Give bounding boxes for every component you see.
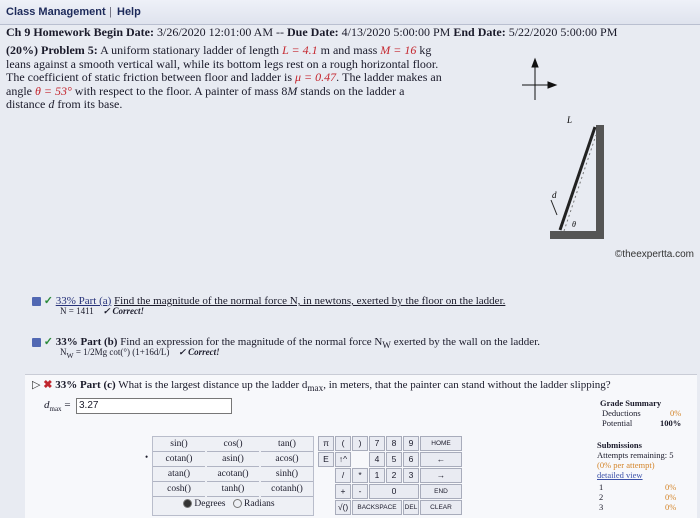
ladder-diagram (520, 55, 620, 245)
part-b-answer (60, 347, 220, 360)
detailed-view-link[interactable]: detailed view (597, 470, 643, 480)
acos-button[interactable]: acos() (261, 452, 313, 467)
date-dash: -- (276, 25, 285, 39)
copyright-credit: ©theexpertta.com (614, 249, 694, 260)
floor (550, 231, 604, 239)
key-7[interactable]: 7 (369, 436, 385, 451)
degrees-radio[interactable] (183, 499, 192, 508)
L-label: L (567, 115, 573, 125)
class-management-menu[interactable]: Class Management (6, 6, 106, 18)
cos-button[interactable]: cos() (207, 437, 259, 452)
right-paren-key[interactable]: ) (352, 436, 368, 451)
plus-key[interactable]: + (335, 484, 351, 499)
deductions-value: 0% (670, 408, 682, 418)
problem-header: (20%) Problem 5: (6, 43, 98, 57)
part-b-question: Find an expression for the magnitude of the normal force $N_W$ exerted by the wall on the ladder. (120, 336, 540, 351)
pi-key[interactable]: π (318, 436, 334, 451)
check-icon: ✓ (43, 295, 53, 307)
part-hint-icon[interactable] (32, 338, 41, 347)
acotan-button[interactable]: acotan() (207, 467, 259, 482)
part-c-question: What is the largest distance up the ladder $d_{max}$, in meters, that the painter can stand without the ladder slipping? (118, 379, 611, 394)
problem-text: d (48, 97, 55, 111)
end-label: End Date: (453, 25, 506, 39)
power-key[interactable]: ↑^ (335, 452, 351, 467)
left-paren-key[interactable]: ( (335, 436, 351, 451)
radians-radio[interactable] (233, 499, 242, 508)
key-4[interactable]: 4 (369, 452, 385, 467)
end-key[interactable]: END (420, 484, 462, 499)
per-attempt: (0% per attempt) (597, 460, 655, 470)
problem-text: with respect to the floor. A painter of mass 8 (71, 83, 288, 98)
begin-date: 3/26/2020 12:01:00 AM (157, 25, 274, 39)
problem-text: . The ladder makes an angle (6, 70, 442, 98)
part-a-status: ✓ Correct! (102, 306, 145, 316)
menu-separator: | (109, 6, 112, 18)
homework-title: Ch 9 Homework (6, 25, 91, 39)
part-c-header[interactable] (32, 378, 611, 393)
minus-key[interactable]: - (352, 484, 368, 499)
problem-statement (6, 44, 446, 112)
mu-value: μ = 0.47 (295, 70, 337, 84)
e-key[interactable]: E (318, 452, 334, 467)
radians-label: Radians (244, 499, 275, 509)
multiply-key[interactable]: * (352, 468, 368, 483)
key-2[interactable]: 2 (386, 468, 402, 483)
part-a-answer-value: N = 1411 (60, 306, 94, 316)
cotan-button[interactable]: cotan() (153, 452, 205, 467)
expand-arrow-icon[interactable]: ▷ (32, 379, 41, 391)
atan-button[interactable]: atan() (153, 467, 205, 482)
problem-text: A uniform stationary ladder of length (97, 43, 283, 57)
deductions-label: Deductions (602, 408, 641, 418)
ladder (560, 127, 596, 231)
keypad (318, 436, 466, 514)
tan-button[interactable]: tan() (261, 437, 313, 452)
cosh-button[interactable]: cosh() (153, 482, 205, 497)
cursor-left-key[interactable]: ← (420, 452, 462, 467)
attempts-remaining: Attempts remaining: 5 (597, 450, 674, 460)
axes-icon (522, 59, 556, 100)
part-b-status: ✓ Correct! (178, 347, 220, 357)
submissions-box (597, 440, 697, 512)
end-date: 5/22/2020 5:00:00 PM (508, 25, 618, 39)
sqrt-key[interactable]: √() (335, 500, 351, 515)
part-a-answer (60, 306, 144, 317)
top-menu-bar (0, 0, 700, 25)
submission-row: 3 0% (599, 502, 677, 512)
d-marker (551, 200, 557, 215)
function-panel (152, 436, 314, 516)
key-0[interactable]: 0 (369, 484, 419, 499)
key-6[interactable]: 6 (403, 452, 419, 467)
help-menu[interactable]: Help (117, 6, 141, 18)
part-b-percent[interactable]: 33% Part (b) (55, 336, 118, 348)
grade-summary-title: Grade Summary (600, 398, 662, 408)
dmax-input[interactable]: 3.27 (76, 398, 232, 414)
key-5[interactable]: 5 (386, 452, 402, 467)
submissions-title: Submissions (597, 440, 642, 450)
clear-key[interactable]: CLEAR (420, 500, 462, 515)
problem-text: M (287, 83, 298, 98)
part-a-question[interactable]: Find the magnitude of the normal force N, in newtons, exerted by the floor on the ladder. (114, 295, 506, 307)
key-3[interactable]: 3 (403, 468, 419, 483)
key-1[interactable]: 1 (369, 468, 385, 483)
key-8[interactable]: 8 (386, 436, 402, 451)
check-icon: ✓ (43, 336, 53, 348)
submission-row: 1 0% (599, 482, 677, 492)
homework-header (6, 25, 696, 40)
problem-text: m and mass (317, 43, 381, 57)
sinh-button[interactable]: sinh() (261, 467, 313, 482)
mass-value: M = 16 (380, 43, 417, 57)
problem-text: stands on the ladder a distance (6, 83, 405, 111)
degrees-label: Degrees (194, 499, 226, 509)
potential-label: Potential (602, 418, 633, 428)
theta-label: θ (572, 220, 576, 229)
d-label: d (552, 190, 557, 200)
part-hint-icon[interactable] (32, 297, 41, 306)
tanh-button[interactable]: tanh() (207, 482, 259, 497)
problem-text: from its base. (54, 97, 123, 111)
part-a-percent[interactable]: 33% Part (a) (55, 295, 112, 307)
submission-row: 2 0% (599, 492, 677, 502)
backspace-key[interactable]: BACKSPACE (352, 500, 402, 515)
wall (596, 125, 604, 237)
grade-summary (600, 398, 690, 428)
home-key[interactable]: HOME (420, 436, 462, 451)
dmax-label: $d_{max}$ = (44, 399, 71, 414)
row-marker: • (145, 452, 149, 462)
problem-text: kg leans against a smooth vertical wall, while its bottom legs rest on a rough horizontal floor. The coefficient of static friction between floor and ladder is (6, 43, 439, 84)
due-label: Due Date: (287, 25, 339, 39)
angle-mode (183, 499, 275, 509)
cotanh-button[interactable]: cotanh() (261, 482, 313, 497)
part-c-percent[interactable]: 33% Part (c) (55, 379, 116, 391)
length-value: L = 4.1 (282, 43, 318, 57)
part-b-answer-value: $N_W = 1/2Mg$ cot(°) (1+16d/L) (60, 347, 170, 360)
asin-button[interactable]: asin() (207, 452, 259, 467)
due-date: 4/13/2020 5:00:00 PM (341, 25, 451, 39)
x-mark-icon: ✖ (43, 379, 53, 391)
del-key[interactable]: DEL (403, 500, 419, 515)
theta-value: θ = 53° (35, 83, 72, 98)
cursor-right-key[interactable]: → (420, 468, 462, 483)
potential-value: 100% (660, 418, 682, 428)
key-9[interactable]: 9 (403, 436, 419, 451)
divide-key[interactable]: / (335, 468, 351, 483)
sin-button[interactable]: sin() (153, 437, 205, 452)
begin-label: Begin Date: (93, 25, 154, 39)
